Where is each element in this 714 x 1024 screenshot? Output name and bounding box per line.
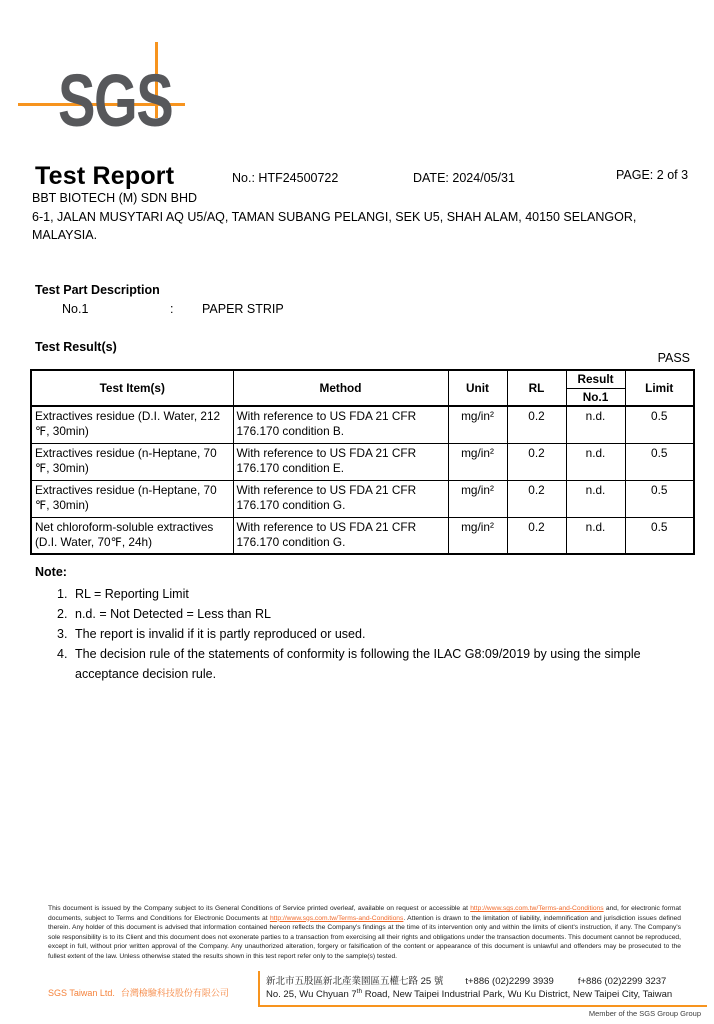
- footer-member-text: Member of the SGS Group Group: [588, 1009, 701, 1018]
- footer-address-en-post: Road, New Taipei Industrial Park, Wu Ku District, New Taipei City, Taiwan: [362, 989, 673, 1001]
- legal-text-part3: . Attention is drawn to the limitation of liability, indemnification and jurisdiction issues defined therein. Any holder of this document is advised that information contained hereon reflects the Company's findings at the time of its intervention only and within the limits of client's instruction, if any. The Company's sole responsibility is to its Client and this document does not exonerate parties to a transaction from exercising all their rights and obligations under the transaction documents. This document cannot be reproduced, except in full, without prior written approval of the Company. Any unauthorized alteration, forgery or falsification of the content or appearance of this document is unlawful and offenders may be prosecuted to the fullest extent of the law. Unless otherwise stated the results shown in this test report refer only to the sample(s) tested.: [48, 914, 681, 960]
- cell-unit: mg/in²: [448, 406, 507, 443]
- cell-result: n.d.: [566, 406, 625, 443]
- col-header-rl: RL: [507, 370, 566, 406]
- test-part-description-heading: Test Part Description: [35, 283, 160, 297]
- cell-limit: 0.5: [625, 406, 694, 443]
- cell-method: With reference to US FDA 21 CFR 176.170 condition G.: [233, 517, 448, 554]
- page-indicator-label: PAGE:: [616, 168, 654, 182]
- footer-address-zh-text: 新北市五股區新北產業園區五權七路 25 號: [266, 976, 444, 987]
- note-number: 4.: [57, 647, 68, 661]
- footer-address-zh: [266, 973, 666, 987]
- test-part-number: No.1: [62, 302, 89, 316]
- report-number: [232, 171, 338, 185]
- footer-phone: t+886 (02)2299 3939: [465, 976, 554, 987]
- sgs-logo-text: SGS: [58, 59, 173, 142]
- client-address-line2: MALAYSIA.: [32, 228, 98, 242]
- list-item: [57, 584, 675, 604]
- footer-address-en-sup: th: [356, 988, 363, 995]
- note-text: The decision rule of the statements of conformity is following the ILAC G8:09/2019 by using the simple acceptance decision rule.: [75, 647, 641, 681]
- report-number-value: HTF24500722: [258, 171, 339, 185]
- list-item: [57, 624, 675, 644]
- cell-test-item: Net chloroform-soluble extractives (D.I. Water, 70℉, 24h): [31, 517, 233, 554]
- cell-limit: 0.5: [625, 517, 694, 554]
- col-header-limit: Limit: [625, 370, 694, 406]
- col-header-method: Method: [233, 370, 448, 406]
- table-row: [31, 480, 694, 517]
- list-item: [57, 604, 675, 624]
- footer-company: [48, 986, 229, 999]
- cell-rl: 0.2: [507, 517, 566, 554]
- note-list: [57, 584, 675, 684]
- results-table: [30, 369, 695, 555]
- test-part-description: PAPER STRIP: [202, 302, 284, 316]
- list-item: [57, 644, 675, 684]
- note-number: 2.: [57, 607, 68, 621]
- cell-unit: mg/in²: [448, 480, 507, 517]
- cell-unit: mg/in²: [448, 443, 507, 480]
- footer-address-en-pre: No. 25, Wu Chyuan 7: [266, 989, 357, 1001]
- test-part-separator: :: [170, 302, 174, 316]
- cell-rl: 0.2: [507, 443, 566, 480]
- page-indicator: [616, 168, 688, 182]
- report-number-label: No.:: [232, 171, 255, 185]
- cell-result: n.d.: [566, 517, 625, 554]
- note-text: RL = Reporting Limit: [75, 587, 189, 601]
- terms-link[interactable]: http://www.sgs.com.tw/Terms-and-Conditions: [470, 905, 604, 912]
- test-part-row: [62, 302, 284, 316]
- table-row: [31, 406, 694, 443]
- legal-disclaimer: [48, 904, 681, 962]
- page-indicator-value: 2 of 3: [656, 168, 689, 182]
- cell-result: n.d.: [566, 480, 625, 517]
- cell-test-item: Extractives residue (n-Heptane, 70 ℉, 30min): [31, 480, 233, 517]
- footer-divider-line: [258, 971, 260, 1006]
- legal-text-part1: This document is issued by the Company subject to its General Conditions of Service printed overleaf, available on request or accessible at: [48, 905, 471, 912]
- report-date-label: DATE:: [413, 171, 449, 185]
- cell-unit: mg/in²: [448, 517, 507, 554]
- cell-method: With reference to US FDA 21 CFR 176.170 condition B.: [233, 406, 448, 443]
- footer-company-zh: 台灣檢驗科技股份有限公司: [120, 988, 229, 998]
- cell-test-item: Extractives residue (D.I. Water, 212 ℉, 30min): [31, 406, 233, 443]
- overall-result-badge: PASS: [657, 351, 690, 365]
- terms-link[interactable]: http://www.sgs.com.tw/Terms-and-Conditions: [269, 914, 404, 922]
- test-results-heading: Test Result(s): [35, 340, 117, 354]
- cell-limit: 0.5: [625, 480, 694, 517]
- cell-rl: 0.2: [507, 406, 566, 443]
- report-date-value: 2024/05/31: [452, 171, 515, 185]
- note-text: n.d. = Not Detected = Less than RL: [75, 607, 271, 621]
- legal-text-part2: and, for electronic format documents, subject to Terms and Conditions for Electronic Documents at: [48, 905, 681, 922]
- col-header-result: Result: [566, 370, 625, 388]
- note-heading: Note:: [35, 565, 67, 579]
- cell-limit: 0.5: [625, 443, 694, 480]
- cell-method: With reference to US FDA 21 CFR 176.170 condition G.: [233, 480, 448, 517]
- cell-rl: 0.2: [507, 480, 566, 517]
- footer-orange-line: [258, 1005, 707, 1007]
- cell-result: n.d.: [566, 443, 625, 480]
- sgs-logo: [12, 28, 202, 142]
- client-address-line1: 6-1, JALAN MUSYTARI AQ U5/AQ, TAMAN SUBANG PELANGI, SEK U5, SHAH ALAM, 40150 SELANGOR,: [32, 210, 637, 224]
- cell-method: With reference to US FDA 21 CFR 176.170 condition E.: [233, 443, 448, 480]
- report-date: [413, 171, 515, 185]
- client-name: BBT BIOTECH (M) SDN BHD: [32, 191, 198, 205]
- note-number: 3.: [57, 627, 68, 641]
- note-text: The report is invalid if it is partly reproduced or used.: [75, 627, 366, 641]
- footer-address-en: [266, 988, 672, 1000]
- cell-test-item: Extractives residue (n-Heptane, 70 ℉, 30min): [31, 443, 233, 480]
- footer-company-en: SGS Taiwan Ltd.: [48, 988, 115, 998]
- table-row: [31, 517, 694, 554]
- footer-fax: f+886 (02)2299 3237: [577, 976, 667, 987]
- col-header-test-items: Test Item(s): [31, 370, 233, 406]
- page-title: Test Report: [35, 162, 175, 190]
- col-header-result-no1: No.1: [566, 388, 625, 406]
- table-row: [31, 443, 694, 480]
- col-header-unit: Unit: [448, 370, 507, 406]
- note-number: 1.: [57, 587, 68, 601]
